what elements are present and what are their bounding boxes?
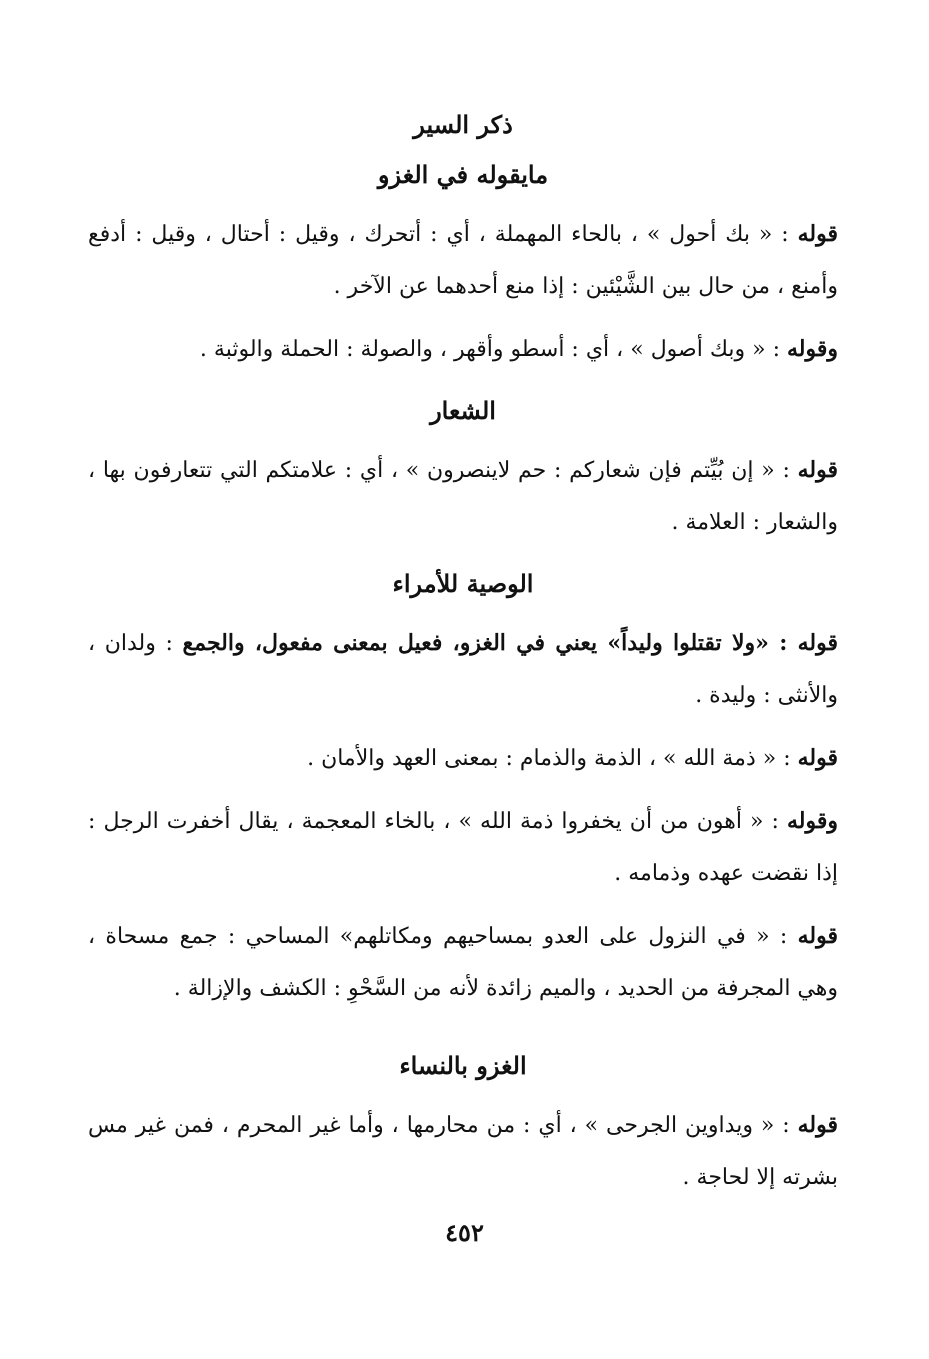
paragraph-text: : « ويداوين الجرحى » ، أي : من محارمها ، وأما غير المحرم ، فمن غير مس بشرته إلا لحاجة . <box>88 1113 838 1190</box>
paragraph-bika-ahul <box>88 208 838 313</box>
paragraph-text: : « أهون من أن يخفروا ذمة الله » ، بالخاء المعجمة ، يقال أخفرت الرجل : إذا نقضت عهده وذمامه . <box>88 809 838 886</box>
keyword-qawluhu: قوله <box>797 630 838 656</box>
keyword-waqawluhu: وقوله <box>786 808 838 834</box>
section-title-siyar: ذكر السير <box>413 110 513 139</box>
keyword-qawluhu: قوله <box>797 1112 838 1138</box>
keyword-qawluhu: قوله <box>797 923 838 949</box>
page-number: ٤٥٢ <box>445 1218 484 1247</box>
spacer <box>88 1025 838 1041</box>
keyword-qawluhu: قوله <box>797 221 838 247</box>
paragraph-dhimmat-allah <box>88 732 838 785</box>
paragraph-shiar <box>88 444 838 549</box>
paragraph-yukhfiru <box>88 795 838 900</box>
paragraph-text: : « وبك أصول » ، أي : أسطو وأقهر ، والصولة : الحملة والوثبة . <box>199 337 787 362</box>
paragraph-text: : « إن بُيِّتم فإن شعاركم : حم لاينصرون » ، أي : علامتكم التي تتعارفون بها ، والشعار : العلامة . <box>88 458 838 535</box>
book-page <box>88 100 838 1214</box>
section-subtitle-ghazw: مايقوله في الغزو <box>377 160 549 189</box>
section-title-ghazw-bilnisa: الغزو بالنساء <box>399 1051 527 1080</box>
section-title-wasiyya: الوصية للأمراء <box>392 569 534 598</box>
keyword-qawluhu: قوله <box>797 745 838 771</box>
paragraph-text: : « في النزول على العدو بمساحيهم ومكاتلهم» المساحي : جمع مسحاة ، وهي المجرفة من الحديد ، والميم زائدة لأنه من السَّحْوِ : الكشف والإزالة . <box>88 924 838 1001</box>
paragraph-bold-text: : «ولا تقتلوا وليداً» يعني في الغزو، فعيل بمعنى مفعول، والجمع <box>182 630 798 656</box>
paragraph-text: : « ذمة الله » ، الذمة والذمام : بمعنى العهد والأمان . <box>307 746 798 771</box>
paragraph-bika-asul <box>88 323 838 376</box>
paragraph-walidan <box>88 617 838 722</box>
keyword-qawluhu: قوله <box>797 457 838 483</box>
section-title-shiar: الشعار <box>430 396 496 425</box>
paragraph-text: : ولدان ، والأنثى : وليدة . <box>88 631 838 708</box>
paragraph-text: : « بك أحول » ، بالحاء المهملة ، أي : أتحرك ، وقيل : أحتال ، وقيل : أدفع وأمنع ، من حال بين الشَّيْئين : إذا منع أحدهما عن الآخر . <box>88 222 838 299</box>
paragraph-masahi <box>88 910 838 1015</box>
keyword-waqawluhu: وقوله <box>786 336 838 362</box>
paragraph-yudawina <box>88 1099 838 1204</box>
